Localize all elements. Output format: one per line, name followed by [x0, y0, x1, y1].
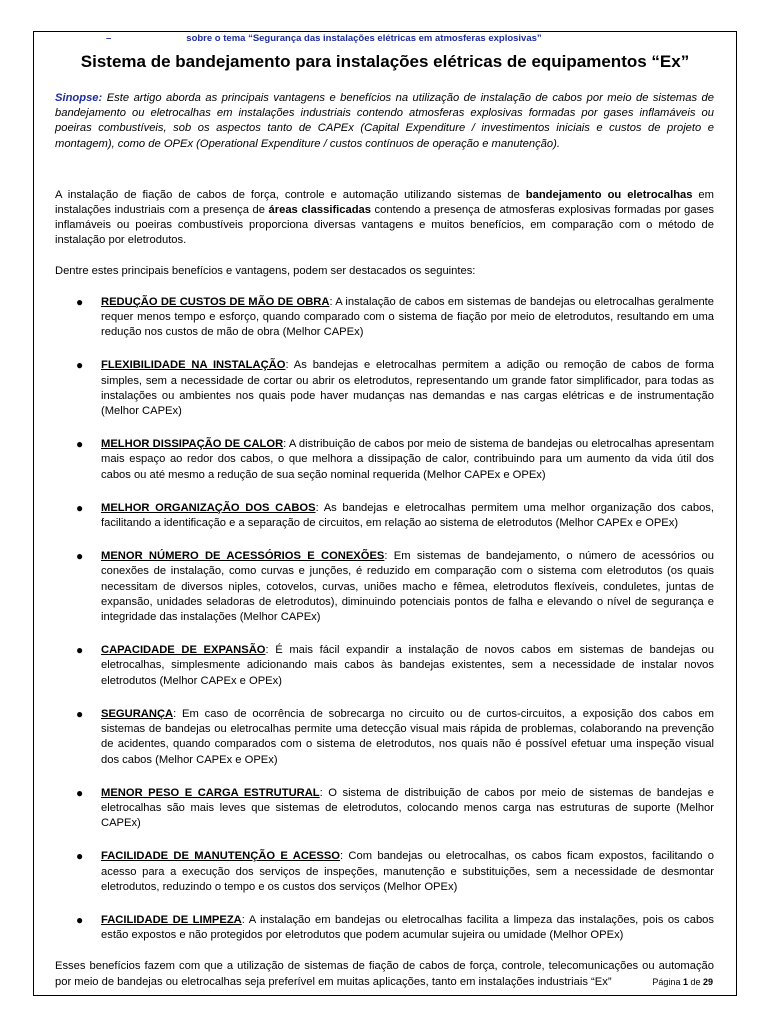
- intro-text-2: em instalações industriais com a presença de: [55, 188, 714, 217]
- bullet-icon: ●: [76, 437, 84, 452]
- benefit-term: MELHOR DISSIPAÇÃO DE CALOR: [101, 438, 284, 451]
- list-item: [55, 549, 714, 625]
- intro-text-3: contendo a presença de atmosferas explosivas formadas por gases inflamáveis ou poeiras combustíveis proporciona diversas vantagens e muitos benefícios, em comparação com o método de instalação por eletrodutos.: [55, 204, 714, 247]
- benefit-text: : A instalação de cabos em sistemas de bandejas ou eletrocalhas geralmente requer menos tempo e esforço, quando comparado com o sistema de fiação por meio de eletrodutos, resultando em uma redução nos custos de mão de obra (Melhor CAPEx): [101, 295, 714, 339]
- benefit-text: : A distribuição de cabos por meio de sistema de bandejas ou eletrocalhas apresentam mais espaço ao redor dos cabos, o que melhora a dissipação de calor, contribuindo para um aumento da vida útil dos cabos ou até mesmo a redução de sua seção nominal requerida (Melhor CAPEx e OPEx): [101, 438, 715, 481]
- footer-total: 29: [702, 977, 713, 987]
- benefit-term: CAPACIDADE DE EXPANSÃO: [101, 644, 266, 657]
- intro-bold-2: áreas classificadas: [268, 204, 371, 217]
- benefit-term: MENOR NÚMERO DE ACESSÓRIOS E CONEXÕES: [101, 550, 385, 563]
- bullet-icon: ●: [76, 785, 84, 800]
- benefit-term: REDUÇÃO DE CUSTOS DE MÃO DE OBRA: [101, 295, 330, 308]
- benefit-term: MELHOR ORGANIZAÇÃO DOS CABOS: [101, 501, 316, 514]
- list-item: [55, 849, 714, 895]
- closing-paragraph: Esses benefícios fazem com que a utilização de sistemas de fiação de cabos de força, controle, telecomunicações ou automação por meio de bandejas ou eletrocalhas seja preferível em muitas aplicações, tanto em instalações industriais “Ex”: [55, 960, 714, 988]
- footer-prefix: Página: [652, 977, 683, 987]
- list-item: [55, 913, 714, 943]
- intro-bold-1: bandejamento ou eletrocalhas: [525, 188, 693, 201]
- document-title: Sistema de bandejamento para instalações elétricas de equipamentos “Ex”: [80, 52, 690, 71]
- abstract-label: Sinopse:: [55, 92, 103, 104]
- list-item: [55, 295, 714, 341]
- benefit-text: : As bandejas e eletrocalhas permitem a adição ou remoção de cabos de forma simples, sem a necessidade de cortar ou abrir os eletrodutos, representando um grande fator simplificador, para todas as instalações ou ambientes nos quais pode haver mudanças nas demandas e nas cargas elétricas e de instrumentação (Melhor CAPEx): [101, 359, 715, 418]
- abstract-text: Este artigo aborda as principais vantagens e benefícios na utilização de instalação de cabos por meio de sistemas de bandejamento ou eletrocalhas em instalações industriais contendo atmosferas explosivas formadas por gases inflamáveis ou poeiras combustíveis, sob os aspectos tanto de CAPEx (Capital Expenditure / investimentos iniciais e custos de projeto e montagem), como de OPEx (Operational Expenditure / custos contínuos de operação e manutenção).: [55, 92, 714, 150]
- benefit-text: : Com bandejas ou eletrocalhas, os cabos ficam expostos, facilitando o acesso para a execução dos serviços de inspeções, manutenção e substituições, sem a necessidade de desmontar eletrodutos, reduzindo o tempo e os custos dos serviços (Melhor OPEx): [101, 850, 715, 893]
- footer-sep: de: [687, 977, 703, 987]
- footer-page: 1: [682, 977, 688, 987]
- page-number-footer: [652, 977, 713, 987]
- benefit-text: : A instalação em bandejas ou eletrocalhas facilita a limpeza das instalações, pois os cabos estão expostos e não protegidos por eletrodutos que podem acumular sujeira ou umidade (Melhor OPEx): [101, 913, 714, 942]
- article-body: [55, 91, 714, 990]
- list-item: [55, 786, 714, 832]
- bullet-icon: ●: [76, 706, 84, 721]
- benefit-text: : As bandejas e eletrocalhas permitem uma melhor organização dos cabos, facilitando a identificação e a separação de circuitos, em relação ao sistema de eletrodutos (Melhor CAPEx e OPEx): [101, 501, 714, 530]
- bullet-icon: ●: [76, 912, 84, 927]
- benefit-text: : O sistema de distribuição de cabos por meio de sistemas de bandejas e eletrocalhas são mais leves que sistemas de eletrodutos, colocando menos carga nas estruturas de suporte (Melhor CAPEx): [101, 786, 714, 830]
- bullet-icon: ●: [76, 643, 84, 658]
- list-item: [55, 501, 714, 531]
- benefit-term: SEGURANÇA: [101, 707, 174, 720]
- benefit-term: MENOR PESO E CARGA ESTRUTURAL: [101, 786, 320, 799]
- benefit-text: : Em caso de ocorrência de sobrecarga no circuito ou de curtos-circuitos, a exposição dos cabos em sistemas de bandejas ou eletrocalhas permite uma detecção visual mais rápida de problemas, colaborando na prevenção de acidentes, quando comparados com o sistema de eletrodutos, nos quais não é possível efetuar uma inspeção visual dos cabos (Melhor CAPEx e OPEx): [101, 707, 714, 766]
- bullet-icon: ●: [76, 849, 84, 864]
- bullet-icon: ●: [76, 294, 84, 309]
- list-item: [55, 358, 714, 419]
- list-item: [55, 643, 714, 689]
- benefit-text: : É mais fácil expandir a instalação de novos cabos em sistemas de bandejas ou eletrocalhas, simplesmente adicionando mais cabos às bandejas existentes, sem a necessidade de instalar novos eletrodutos (Melhor CAPEx e OPEx): [101, 644, 714, 687]
- benefit-term: FACILIDADE DE LIMPEZA: [101, 913, 242, 926]
- header-dash: –: [106, 33, 112, 44]
- bullet-icon: ●: [76, 500, 84, 515]
- list-item: [55, 437, 714, 483]
- intro-text-1: A instalação de fiação de cabos de força, controle e automação utilizando sistemas de: [55, 188, 526, 201]
- running-header: [106, 33, 542, 44]
- benefit-term: FLEXIBILIDADE NA INSTALAÇÃO: [101, 359, 286, 372]
- benefits-list: [55, 295, 714, 944]
- bullet-icon: ●: [76, 358, 84, 373]
- abstract: [55, 91, 714, 152]
- lead-paragraph: Dentre estes principais benefícios e vantagens, podem ser destacados os seguintes:: [55, 264, 476, 277]
- benefit-term: FACILIDADE DE MANUTENÇÃO E ACESSO: [101, 850, 340, 863]
- intro-paragraph: [55, 188, 714, 249]
- header-subtitle: sobre o tema “Segurança das instalações elétricas em atmosferas explosivas”: [186, 33, 542, 44]
- benefit-text: : Em sistemas de bandejamento, o número de acessórios ou conexões de instalação, como curvas e junções, é reduzido em comparação com o sistema com eletrodutos (os quais necessitam de diversos niples, cotovelos, curvas, uniões macho e fêmea, eletrodutos flexíveis, conduletes, juntas de expansão, unidades seladoras de eletrodutos), diminuindo potenciais pontos de falha e elevando o nível de segurança e integridade das instalações (Melhor CAPEx): [101, 550, 715, 624]
- bullet-icon: ●: [76, 549, 84, 564]
- list-item: [55, 707, 714, 768]
